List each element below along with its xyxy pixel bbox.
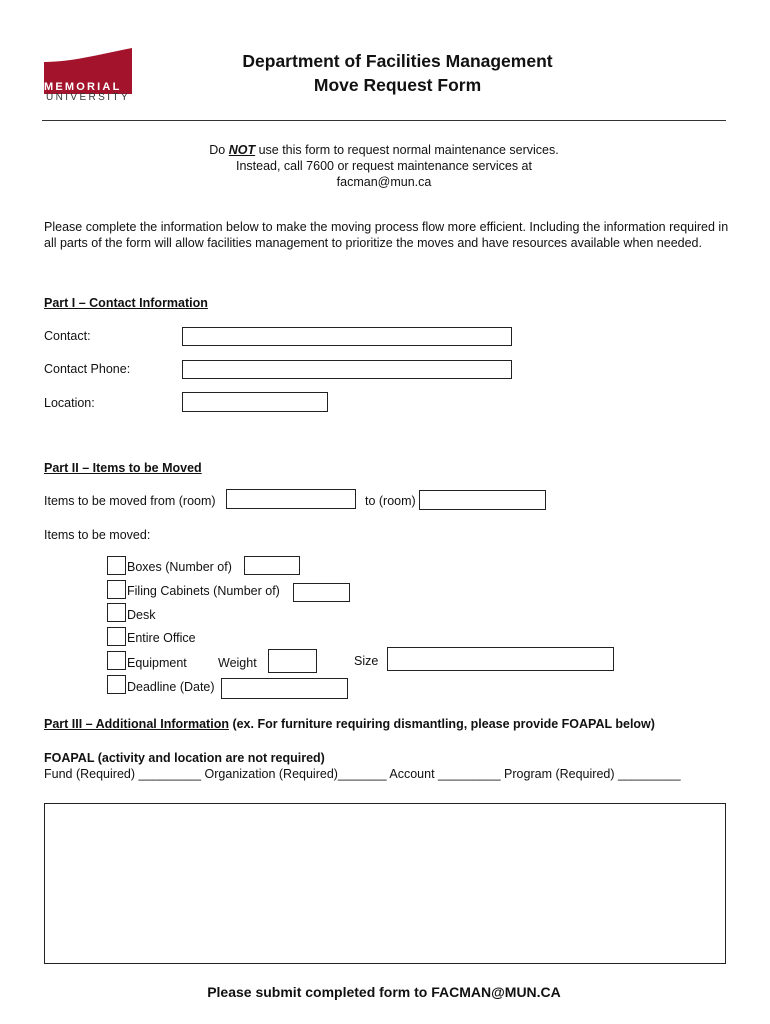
header-divider: [42, 120, 726, 121]
part2-heading: [44, 461, 202, 475]
move-to-label: to (room): [365, 494, 416, 508]
part1-heading: [44, 296, 208, 310]
notice-suffix: use this form to request normal maintenance services.: [255, 143, 559, 157]
notice-line-2: Instead, call 7600 or request maintenance services at: [235, 159, 532, 173]
filing-cabinets-count-input[interactable]: [293, 583, 350, 602]
notice-emphasis: NOT: [228, 143, 256, 157]
items-to-move-label: Items to be moved:: [44, 528, 151, 542]
foapal-title: FOAPAL (activity and location are not required): [44, 751, 325, 765]
move-to-room-input[interactable]: [419, 490, 546, 510]
entire-office-label: Entire Office: [127, 631, 196, 645]
filing-cabinets-label: Filing Cabinets (Number of): [127, 584, 280, 598]
size-label: Size: [354, 654, 379, 668]
additional-info-textarea[interactable]: [44, 803, 726, 964]
equipment-label: Equipment: [127, 656, 187, 670]
intro-paragraph: Please complete the information below to make the moving process flow more efficient. Including the information required in all parts of the form will allow facilities management to prioritize the moves and have resources available when needed.: [44, 220, 729, 250]
move-from-label: Items to be moved from (room): [44, 494, 216, 508]
deadline-label: Deadline (Date): [127, 680, 215, 694]
contact-phone-label: Contact Phone:: [44, 362, 131, 376]
desk-label: Desk: [127, 608, 156, 622]
notice-line-3: facman@mun.ca: [336, 175, 432, 189]
equipment-checkbox[interactable]: [107, 651, 126, 670]
location-input[interactable]: [182, 392, 328, 412]
desk-checkbox[interactable]: [107, 603, 126, 622]
deadline-checkbox[interactable]: [107, 675, 126, 694]
notice-line-1: [42, 143, 726, 157]
weight-label: Weight: [218, 656, 257, 670]
part3-heading: [44, 717, 655, 731]
foapal-fields[interactable]: Fund (Required) _________ Organization (Required)_______ Account _________ Program (Required) _________: [44, 767, 681, 781]
part3-heading-text: Part III – Additional Information: [44, 717, 229, 731]
entire-office-checkbox[interactable]: [107, 627, 126, 646]
boxes-label: Boxes (Number of): [127, 560, 232, 574]
page-subtitle: Move Request Form: [313, 75, 482, 95]
boxes-checkbox[interactable]: [107, 556, 126, 575]
notice-prefix: Do: [209, 143, 229, 157]
deadline-date-input[interactable]: [221, 678, 348, 699]
location-label: Location:: [44, 396, 95, 410]
page-title: Department of Facilities Management: [242, 51, 553, 71]
part3-heading-note: (ex. For furniture requiring dismantling, please provide FOAPAL below): [228, 717, 655, 731]
size-input[interactable]: [387, 647, 614, 671]
boxes-count-input[interactable]: [244, 556, 300, 575]
move-from-room-input[interactable]: [226, 489, 356, 509]
part1-heading-text: Part I – Contact Information: [44, 296, 208, 310]
logo-wordmark-memorial: MEMORIAL: [44, 81, 122, 93]
contact-phone-input[interactable]: [182, 360, 512, 379]
contact-label: Contact:: [44, 329, 91, 343]
filing-cabinets-checkbox[interactable]: [107, 580, 126, 599]
weight-input[interactable]: [268, 649, 317, 673]
part2-heading-text: Part II – Items to be Moved: [44, 461, 202, 475]
contact-input[interactable]: [182, 327, 512, 346]
submit-instructions: Please submit completed form to FACMAN@MUN.CA: [207, 984, 561, 1000]
logo-wordmark-university: UNIVERSITY: [46, 92, 131, 103]
